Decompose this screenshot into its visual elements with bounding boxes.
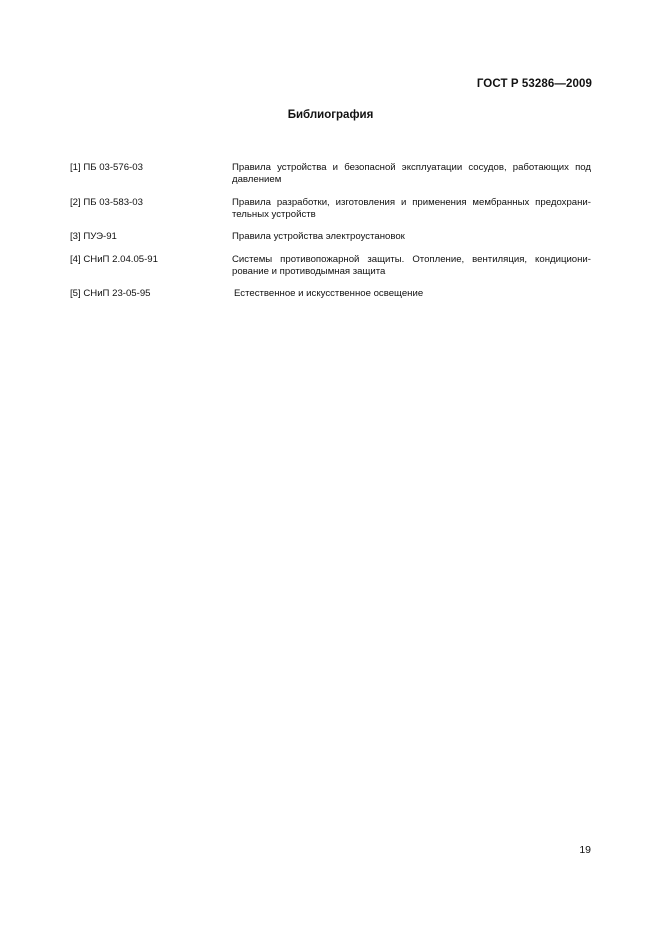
section-title: Библиография: [287, 109, 374, 121]
entry-description: Правила устройства электроустановок: [232, 231, 405, 242]
bibliography-entry: [70, 254, 591, 278]
entry-reference: [2] ПБ 03-583-03: [70, 197, 143, 208]
bibliography-entry: [70, 288, 591, 300]
entry-reference: [5] СНиП 23-05-95: [70, 288, 151, 299]
entry-reference: [3] ПУЭ-91: [70, 231, 117, 242]
page-number: 19: [579, 844, 591, 856]
bibliography-entry: [70, 231, 591, 243]
entry-reference: [4] СНиП 2.04.05-91: [70, 254, 158, 265]
bibliography-list: [70, 162, 591, 300]
entry-description: Системы противопожарной защиты. Отопление, вентиляция, кондициони-рование и противодымная защита: [232, 254, 591, 277]
bibliography-entry: [70, 162, 591, 186]
entry-description: Естественное и искусственное освещение: [234, 288, 424, 299]
entry-description: Правила устройства и безопасной эксплуатации сосудов, работающих под давлением: [232, 162, 591, 185]
entry-description: Правила разработки, изготовления и применения мембранных предохрани-тельных устройств: [232, 197, 591, 220]
bibliography-entry: [70, 197, 591, 221]
entry-reference: [1] ПБ 03-576-03: [70, 162, 143, 173]
document-code-header: ГОСТ Р 53286—2009: [476, 78, 592, 90]
